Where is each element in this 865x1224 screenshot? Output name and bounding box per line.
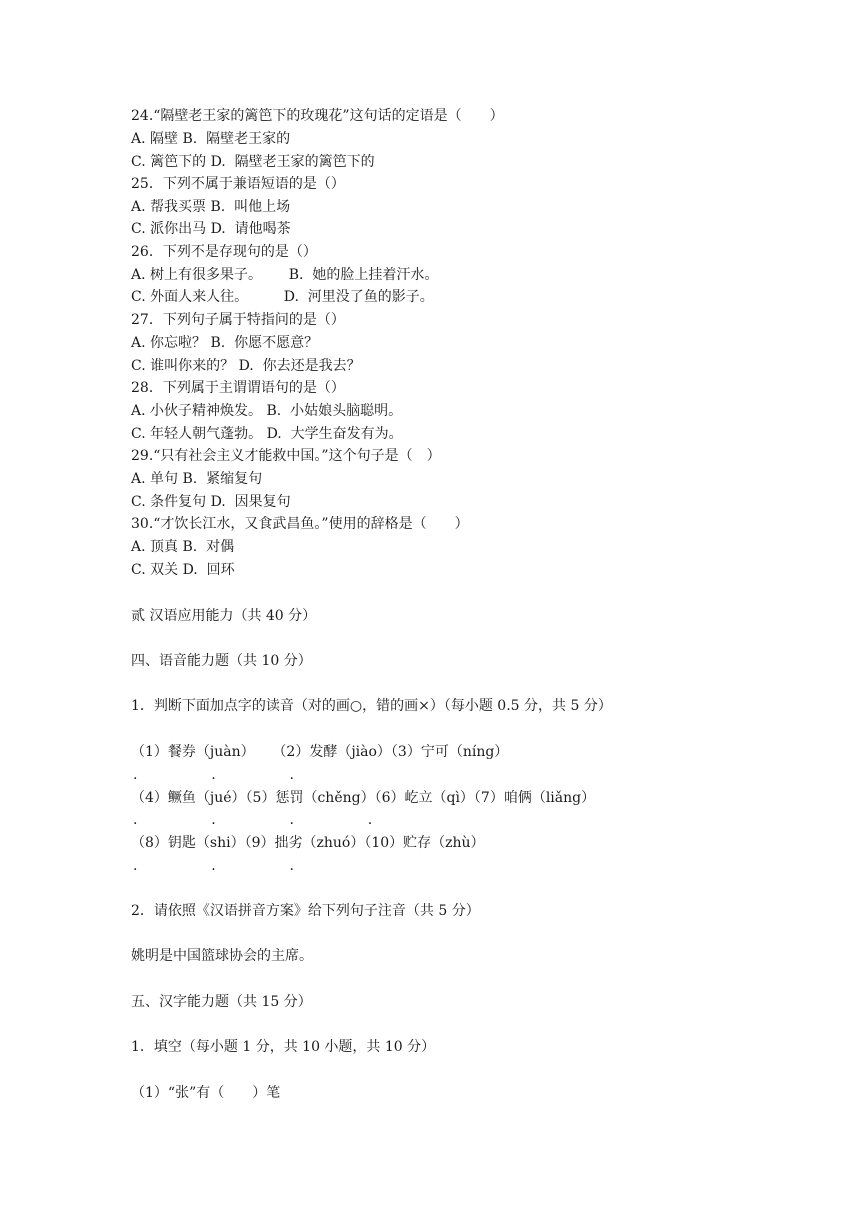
question-24-options-ab: A. 隔壁 B. 隔壁老王家的 — [131, 131, 291, 147]
question-26-options-ab: A. 树上有很多果子。 B. 她的脸上挂着汗水。 — [131, 267, 439, 283]
emphasis-dots-row-1: . . . — [133, 767, 294, 783]
question-24-options-cd: C. 篱笆下的 D. 隔壁老王家的篱笆下的 — [131, 154, 375, 170]
question-28-stem: 28．下列属于主谓谓语句的是（） — [131, 380, 345, 396]
fill-in-question-stem: 1．填空（每小题 1 分，共 10 小题，共 10 分） — [131, 1039, 436, 1055]
pinyin-annotation-sentence: 姚明是中国篮球协会的主席。 — [131, 948, 313, 964]
question-27-options-ab: A. 你忘啦？ B. 你愿不愿意？ — [131, 335, 319, 351]
emphasis-dots-row-3: . . . — [133, 858, 294, 874]
pinyin-row-1: （1）餐券（juàn） （2）发酵（jiào）（3）宁可（níng） — [131, 744, 509, 760]
pinyin-row-2: （4）鳜鱼（jué）（5）惩罚（chěng）（6）屹立（qì）（7）咱俩（liǎng） — [131, 790, 596, 806]
pinyin-row-3: （8）钥匙（shi）（9）拙劣（zhuó）（10）贮存（zhù） — [131, 835, 485, 851]
section-4-title: 四、语音能力题（共 10 分） — [131, 653, 312, 669]
question-29-stem: 29.“只有社会主义才能救中国。”这个句子是（ ） — [131, 448, 441, 464]
question-25-stem: 25．下列不属于兼语短语的是（） — [131, 176, 345, 192]
question-29-options-cd: C. 条件复句 D. 因果复句 — [131, 494, 291, 510]
question-24-stem: 24.“隔壁老王家的篱笆下的玫瑰花”这句话的定语是（ ） — [131, 108, 504, 124]
fill-in-item-1: （1）“张”有（ ）笔 — [131, 1085, 281, 1101]
question-25-options-cd: C. 派你出马 D. 请他喝茶 — [131, 221, 291, 237]
emphasis-dots-row-2: . . . . — [133, 812, 373, 828]
question-30-options-ab: A. 顶真 B. 对偶 — [131, 539, 235, 555]
section-2-title: 贰 汉语应用能力（共 40 分） — [131, 608, 317, 624]
question-26-stem: 26．下列不是存现句的是（） — [131, 244, 317, 260]
question-30-stem: 30.“才饮长江水，又食武昌鱼。”使用的辞格是（ ） — [131, 516, 469, 532]
pinyin-annotation-question-stem: 2．请依照《汉语拼音方案》给下列句子注音（共 5 分） — [131, 903, 480, 919]
question-30-options-cd: C. 双关 D. 回环 — [131, 562, 235, 578]
question-28-options-ab: A. 小伙子精神焕发。 B. 小姑娘头脑聪明。 — [131, 403, 403, 419]
pronunciation-question-stem: 1．判断下面加点字的读音（对的画○，错的画×）（每小题 0.5 分，共 5 分） — [131, 698, 612, 714]
question-28-options-cd: C. 年轻人朝气蓬勃。 D. 大学生奋发有为。 — [131, 426, 403, 442]
question-27-options-cd: C. 谁叫你来的？ D. 你去还是我去？ — [131, 358, 361, 374]
question-25-options-ab: A. 帮我买票 B. 叫他上场 — [131, 199, 291, 215]
question-27-stem: 27．下列句子属于特指问的是（） — [131, 312, 345, 328]
question-29-options-ab: A. 单句 B. 紧缩复句 — [131, 471, 263, 487]
question-26-options-cd: C. 外面人来人往。 D. 河里没了鱼的影子。 — [131, 289, 434, 305]
section-5-title: 五、汉字能力题（共 15 分） — [131, 994, 312, 1010]
